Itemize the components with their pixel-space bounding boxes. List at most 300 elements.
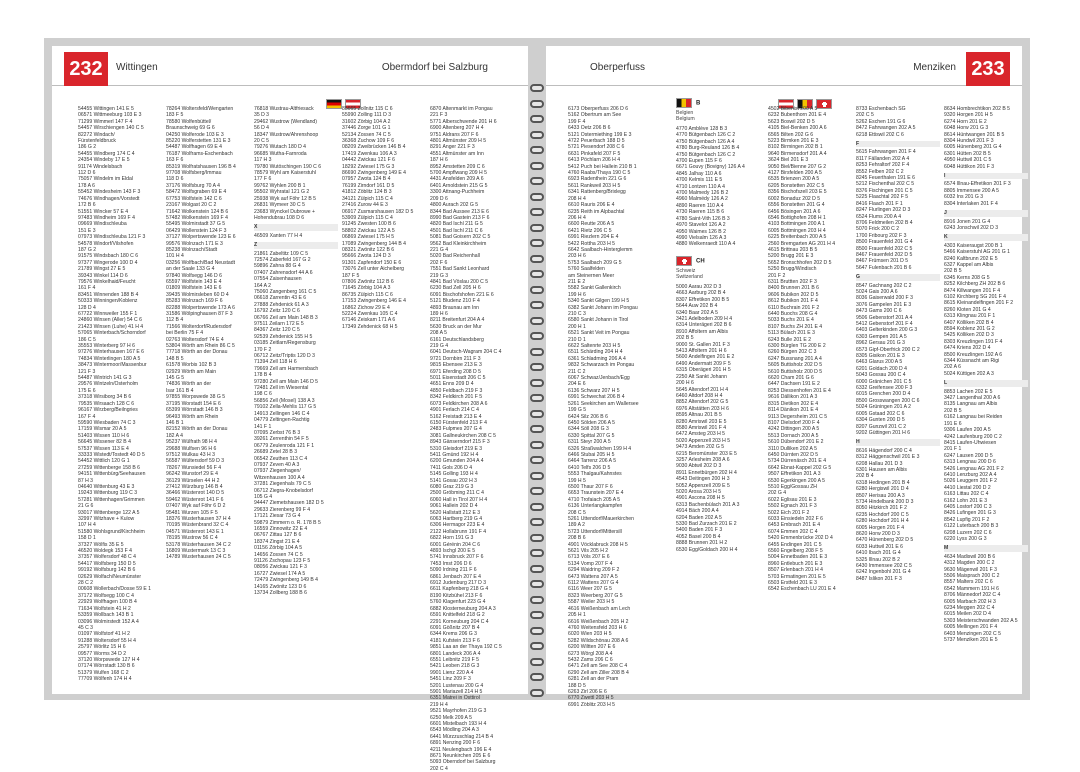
index-entry: 5340 Sankt Gilgen 199 H 5 <box>568 298 630 305</box>
index-entry: 186 G 2 <box>78 144 97 151</box>
index-entry: 6318 Hedingen 201 B 4 <box>856 479 910 486</box>
index-entry: 6327 Kappel am Albis <box>944 261 994 268</box>
index-entry: 6361 Schladming 206 A 4 <box>568 355 626 362</box>
index-entry: 6912 Judenburg 217 D 3 <box>430 580 487 587</box>
spiral-ring <box>530 503 544 511</box>
index-entry: 2483 Fulpmes 207 G 4 <box>430 426 482 433</box>
index-entry: 199 F 4 <box>568 118 586 125</box>
index-entry: 97855 Worpswede 38 G 5 <box>166 394 226 401</box>
index-entry: 54487 Wintrich 141 G 3 <box>78 375 132 382</box>
index-entry: 79669 Zell am Harmersbach <box>254 365 319 372</box>
index-entry: 4770 Bütgenbach 126 C 2 <box>676 132 736 139</box>
index-entry: 61578 Worbis 102 B 3 <box>166 362 217 369</box>
index-entry: 8304 Interlaken 201 F 4 <box>944 200 998 207</box>
index-entry: 8805 Immensee 200 A 5 <box>944 187 999 194</box>
index-entry: 8615 Kleinandelfingen 201 F 2 <box>944 300 1014 307</box>
index-entry: 9721 Dornbirn 211 F 3 <box>430 355 481 362</box>
index-entry: 16809 Wustermark 13 C 3 <box>166 548 226 555</box>
spiral-ring <box>530 472 544 480</box>
right-page <box>546 46 1022 708</box>
index-entry: 27412 Würzburg 146 B 4 <box>166 483 223 490</box>
index-entry: 141 F 1 <box>254 423 272 430</box>
index-entry: 14656 Zossen 74 C 5 <box>254 551 303 558</box>
index-entry: 183 F 5 <box>166 112 184 119</box>
index-entry: 07937 Ziegenhagen/ <box>254 468 301 475</box>
index-entry: 26831 Wymeer 30 C 5 <box>254 202 305 209</box>
index-entry: 8323 Weerberg 207 G 5 <box>568 592 623 599</box>
index-entry: 6215 Beromünster 203 E 5 <box>676 450 737 457</box>
index-entry: 5644 Auw 202 B 4 <box>676 303 718 310</box>
index-entry: 8960 Entlebuch 201 E 3 <box>768 560 823 567</box>
index-entry: 6344 Söll 208 G 3 <box>568 426 609 433</box>
index-entry: 4700 Malmedy 126 B 2 <box>676 190 729 197</box>
index-entry: 182 A 4 <box>166 432 183 439</box>
index-entry: 6136 Unterlangkampfen <box>568 503 623 510</box>
index-entry: 4960 Malmédy 126 A 2 <box>676 196 728 203</box>
index-entry: 6313 Bachenbülach 201 A 3 <box>676 501 740 508</box>
index-entry: 6000 Gränichen 201 C 5 <box>856 378 912 385</box>
index-entry: 5420 Emmenbrücke 202 D 4 <box>768 535 833 542</box>
index-entry: 8500 Kreuzlingen 192 A 6 <box>944 351 1003 358</box>
index-entry: 35 D 3 <box>254 112 270 119</box>
index-entry: 7411 Gols 206 D 4 <box>430 464 473 471</box>
alphabet-letter-heading: X <box>254 224 338 230</box>
index-entry: 6574 Illnau-Effretikon 201 F 3 <box>944 181 1011 188</box>
index-entry: 5024 Gais 200 A 6 <box>856 288 898 295</box>
index-entry: 95502 Wyhratal 121 G 2 <box>254 189 310 196</box>
spiral-ring <box>530 642 544 650</box>
index-entry: 6232 Bubenthorn 201 E 4 <box>768 112 827 119</box>
index-entry: 4801 Altmünster 209 H 5 <box>430 138 487 145</box>
index-entry: 6234 Meggen 202 C 4 <box>944 605 995 612</box>
index-entry: 8542 Lupfig 201 F 2 <box>944 516 990 523</box>
index-entry: 9562 Bad Kleinkirchheim <box>430 240 487 247</box>
index-entry: 6642 Saalbach-Hinterglemm <box>568 246 633 253</box>
index-entry: 8400 Brunnen 201 B 6 <box>768 285 819 292</box>
index-entry: 51580 Wohlsgrund/Kirchheim <box>78 528 145 535</box>
index-entry: 09577 Worms 34 D 2 <box>78 650 127 657</box>
index-entry: 5090 Irdning 211 F 6 <box>430 567 477 574</box>
index-entry: 202 B 5 <box>676 335 694 342</box>
index-entry: 39343 Winkel 114 D 6 <box>78 272 128 279</box>
index-entry: 105 G 4 <box>254 493 273 500</box>
index-entry: 03096 Wolmirstedt 152 A 4 <box>78 618 139 625</box>
index-entry: 71634 Wolfstein 41 H 2 <box>78 605 131 612</box>
index-entry: 208 B 6 <box>568 535 586 542</box>
index-entry: 57065 Winterbach/Schorndorf <box>78 330 146 337</box>
switzerland-flag-icon <box>676 256 692 266</box>
index-entry: 8107 Dielsdorf 200 F 4 <box>768 419 820 426</box>
index-entry: 6631 Pinkafeld 207 F 5 <box>568 150 621 157</box>
index-entry: 9113 Degersheim 201 C 5 <box>768 413 828 420</box>
spiral-ring <box>530 611 544 619</box>
index-entry: 201 F 1 <box>944 446 962 453</box>
index-entry: 5621 Vils 205 H 2 <box>568 548 609 555</box>
index-entry: 6433 Oetz 206 B 6 <box>568 125 611 132</box>
index-entry: 91245 Zwesten 100 B 6 <box>342 221 396 228</box>
index-entry: 6005 Mellingen 201 F 4 <box>944 624 998 631</box>
spiral-ring <box>530 317 544 325</box>
index-entry: 177 F 6 <box>254 176 272 183</box>
index-entry: 5262 Eschen 191 G 6 <box>856 118 906 125</box>
index-entry: 5741 Innsbruck 207 F 6 <box>430 554 484 561</box>
index-entry: 6313 Lengnau 200 D 6 <box>944 459 996 466</box>
index-entry: 6005 Horgen 201 F 4 <box>856 524 905 531</box>
index-entry: 37318 Wirsiborg 34 B 6 <box>78 394 132 401</box>
index-entry: 4800 Aurach 202 G 5 <box>430 202 479 209</box>
index-entry: 5421 Leoben 218 G 3 <box>430 663 480 670</box>
index-entry: 6033 Huttwil 201 E 6 <box>856 543 904 550</box>
index-entry: 5043 Gossau 200 C 4 <box>856 372 906 379</box>
index-entry: 08209 Zweibrücken 146 B 4 <box>342 144 406 151</box>
index-entry: 8990 Bad Gastein 213 F 6 <box>430 214 490 221</box>
index-entry: 4780 Burg-Reuland 126 B 4 <box>676 145 740 152</box>
index-entry: 5760 Saalfelden <box>568 266 605 273</box>
index-entry: 6344 Küssnacht am Rigi <box>944 358 1000 365</box>
index-entry: 5141 Gosau 202 H 3 <box>430 477 478 484</box>
index-entry: 06542 Zeuthen 113 C 4 <box>254 455 308 462</box>
index-entry: 8344 Bad Aussee 213 E 6 <box>430 208 489 215</box>
index-entry: 03256 Wolfbach/Bad Neustadt <box>166 259 236 266</box>
index-entry: 4211 Neulengbach 196 E 4 <box>430 746 492 753</box>
index-entry: 5737 Menziken 201 E 5 <box>944 637 998 644</box>
index-entry: 5282 Wildschönau 208 A 6 <box>568 637 629 644</box>
index-entry: 4730 Raeren 115 B 6 <box>676 209 725 216</box>
index-entry: 97280 Zell am Main 146 D 5 <box>254 378 318 385</box>
index-entry: 6565 Bilten 202 G 6 <box>768 131 814 138</box>
spiral-ring <box>530 177 544 185</box>
index-entry: 7453 Imst 206 D 6 <box>430 560 472 567</box>
index-entry: 99192 Wolfsburg 142 B 6 <box>78 567 136 574</box>
index-entry: 85283 Wolnzach 169 F 6 <box>166 298 223 305</box>
index-entry: 29462 Wustrow (Wendland) <box>254 118 317 125</box>
index-entry: 74836 Wörth an der <box>166 381 212 388</box>
index-entry: 187 F 5 <box>342 272 360 279</box>
index-entry: 5582 Sankt Gallenkirch <box>568 285 621 292</box>
index-entry: 5261 Uttendorf/Mauerkirchen <box>568 516 634 522</box>
index-entry: 8304 Hundwil 201 F 3 <box>944 138 994 145</box>
index-entry: 6247 Bussnang 201 A 4 <box>768 355 822 362</box>
index-entry: 5426 Lengnau AG 201 F 2 <box>944 465 1004 472</box>
index-entry: 146 B 1 <box>166 419 184 426</box>
spiral-ring <box>530 379 544 387</box>
index-entry: 38473 Wintermoor/Massenbur <box>78 362 147 369</box>
index-entry: 6543 Mödling 204 A 3 <box>430 727 479 734</box>
index-entry: 6301 Hausen am Albis <box>856 466 907 473</box>
index-entry: 57537 Wissen 113 E 4 <box>78 445 129 452</box>
index-entry: 8962 Gersau 201 G 3 <box>856 340 905 347</box>
index-entry: 37127 Wolpertswende 123 E 6 <box>166 234 236 241</box>
index-entry: 91288 Woltersdorf 55 H 4 <box>78 637 136 644</box>
index-entry: 5212 Fischenthal 202 C 5 <box>856 181 915 188</box>
index-entry: 6048 Horw 201 G 3 <box>944 125 989 132</box>
index-entry: 73076 Zell unter Aichelberg <box>342 266 405 273</box>
index-entry: 6306 Hermagor 223 E 4 <box>430 522 485 529</box>
index-entry: 17121 Ziesar 73 G 4 <box>254 513 301 520</box>
index-entry: 06618 Zarrentin 43 E 6 <box>254 295 307 302</box>
index-entry: 5412 Puch bei Hallein 210 B 1 <box>568 163 637 170</box>
index-entry: 54452 Wittlich 120 G 1 <box>78 458 130 465</box>
index-entry: 58802 Zwickau 122 A 5 <box>342 227 395 234</box>
spiral-ring <box>530 193 544 201</box>
spiral-ring <box>530 441 544 449</box>
index-entry: 5113 Bülach 201 E 3 <box>768 330 815 337</box>
index-entry: 6642 Ebnat-Kappel 202 G 5 <box>768 464 832 471</box>
index-column-4 <box>856 106 940 582</box>
index-entry: 96167 Wirzberg/Beilngries <box>78 407 138 414</box>
index-entry: 5400 Baden 201 F 3 <box>676 527 723 534</box>
index-entry: 8415 Laufen-Uhwiesen <box>944 439 997 446</box>
index-entry: 06766 Zeil am Main 148 B 3 <box>254 314 318 321</box>
index-entry: 5734 Hindelbank 200 D 3 <box>856 498 914 505</box>
index-entry: 6611 Kapfenberg 218 G 4 <box>430 586 489 593</box>
index-entry: 4710 Trofaiach 205 A 5 <box>568 496 621 503</box>
index-entry: 65399 Wörrstadt 146 B 3 <box>166 407 223 414</box>
index-entry: 117 H 3 <box>254 157 272 164</box>
index-entry: 70195 Wüstenbrand 32 C 4 <box>166 522 229 529</box>
index-entry: 6204 Baden 202 A 5 <box>676 514 722 521</box>
index-entry: 9606 Bubikon 202 D 5 <box>768 291 819 298</box>
belgium-flag-icon <box>676 98 692 108</box>
index-entry: 6313 Klingnau 201 F 1 <box>944 313 996 320</box>
index-entry: 17159 Wismar 20 A 5 <box>78 426 127 433</box>
index-entry: 78579 Wyhl am Kaiserstuhl <box>254 170 316 177</box>
index-entry: 5162 Freistadt 213 E 4 <box>430 413 482 420</box>
index-entry: 158 D 1 <box>78 535 96 542</box>
index-entry: 4890 Raeren 110 A 4 <box>676 202 724 209</box>
index-entry: 202 F 6 <box>430 259 448 266</box>
index-entry: 95481 Wurzen 105 F 5 <box>166 509 218 516</box>
index-entry: 4105 Biel-Benken 200 A 6 <box>768 125 827 132</box>
index-entry: 6991 Zöblitz 203 H 5 <box>568 701 616 708</box>
index-entry: 77718 Wörth an der Donau <box>166 349 228 356</box>
index-entry: 5223 Birmken 201 E 3 <box>768 138 819 145</box>
index-entry: 04779 Zeltingen-Rachtig <box>254 417 310 424</box>
index-entry: 199 G 5 <box>568 407 587 414</box>
index-entry: 186 C 5 <box>78 336 96 343</box>
index-entry: 8303 Kreuzlingen 191 F 4 <box>944 338 1003 345</box>
index-entry: 24860 Winsen (Aller) 54 C 6 <box>78 317 142 324</box>
index-entry: 9000 St. Gallen 201 F 3 <box>676 341 730 348</box>
index-entry: bei Berlin 75 F 4 <box>166 330 204 337</box>
index-entry: 4901 Ascona 208 H 5 <box>676 495 725 502</box>
index-entry: 6235 Reith im Alpbachtal <box>568 208 625 215</box>
index-entry: 85319 Wolfratshausen 196 B 4 <box>166 163 236 170</box>
index-entry: 4663 Aarburg 202 B 4 <box>676 290 726 297</box>
index-column-3 <box>254 106 338 596</box>
index-entry: 5620 Hallstatt 212 E 3 <box>430 509 481 516</box>
index-entry: 9851 Laa an der Thaya 192 C 5 <box>430 644 502 651</box>
index-entry: 5647 Fulenbach 201 B 6 <box>856 264 912 271</box>
index-entry: 6273 Wörgl 208 A 4 <box>568 650 613 657</box>
index-entry: 189 H 6 <box>430 311 448 317</box>
index-entry: 18376 Wusterhausen 37 H 4 <box>166 516 231 522</box>
index-entry: 9506 Gebenstorf 201 A 4 <box>856 314 913 321</box>
index-entry: 21 G 6 <box>78 503 94 510</box>
index-entry: 200 H 6 <box>676 380 694 387</box>
index-entry: 17153 Zwingenberg 146 E 4 <box>342 298 407 305</box>
index-entry: 32997 Witzhave + Kulow <box>78 516 135 522</box>
index-entry: 67722 Winnweiler 155 F 1 <box>78 311 138 317</box>
index-entry: 29576 Wintzeln/Osterholm <box>78 381 139 388</box>
index-entry: 9061 Hallein 202 D 4 <box>430 503 478 510</box>
index-entry: 6301 Hütten 202 B 5 <box>944 150 991 157</box>
index-entry: 202 A 6 <box>944 364 961 371</box>
index-entry: 6073 Feldkirchen 208 A 6 <box>430 400 488 407</box>
index-entry: 6122 Luterbach 200 B 3 <box>944 523 999 530</box>
index-entry: 6150 Fürstenfeld 213 F 4 <box>430 419 487 426</box>
index-entry: 8472 Fahrwangen 202 A 5 <box>856 125 916 132</box>
index-entry: 39435 Wolmirsleben 60 D 4 <box>166 291 229 298</box>
index-entry: 8888 Brunnen 201 H 2 <box>676 540 728 547</box>
index-entry: 94151 Wittenbürg/Seehausen <box>78 471 146 478</box>
index-entry: 8356 Bischofszell 203 E 5 <box>768 189 827 196</box>
index-entry: 6290 Zell am Ziller 208 B 4 <box>568 669 629 676</box>
index-entry: 56856 Zell (Mosel) 138 A 3 <box>254 397 315 404</box>
index-entry: 6326 Straßwalchen 199 H 4 <box>568 445 632 452</box>
index-entry: 82288 Wolpertswende 173 A 6 <box>166 304 236 311</box>
index-entry: 56587 Wültersdorf 59 D 3 <box>166 458 225 465</box>
index-entry: 5506 Maisprach 200 C 2 <box>944 573 1000 580</box>
index-entry: Isar 161 B 4 <box>166 387 194 394</box>
index-entry: 6440 Buochs 208 G 4 <box>768 311 818 317</box>
index-entry: 8500 Frauenfeld 202 C 5 <box>856 245 913 252</box>
index-entry: 8312 Häggenschwil 201 E 3 <box>856 454 920 461</box>
index-entry: 6063 Hartberg 219 G 4 <box>430 516 483 522</box>
spiral-ring <box>530 100 544 108</box>
index-entry: 202 B 4 <box>856 473 874 480</box>
index-entry: 6311 Steyr 200 A 5 <box>568 439 611 446</box>
alphabet-letter-heading: J <box>944 210 1028 216</box>
index-entry: 4103 Bottmingen 200 A 1 <box>768 221 825 228</box>
index-entry: 76187 Wolframs-Eschenbach <box>166 150 233 157</box>
index-entry: 57482 Wolkenstein 169 F 4 <box>166 214 228 221</box>
index-entry: 71566 Wolterdorf/Rudersdorf <box>166 323 232 330</box>
index-entry: 72574 Zaberfeld 167 G 2 <box>254 256 311 263</box>
spiral-ring <box>530 224 544 232</box>
index-entry: 33333 Wistedt/Tostedt 40 D 5 <box>78 451 145 458</box>
index-entry: 37195 Worstadt 154 E 6 <box>166 400 221 407</box>
index-entry: 07407 Zahrensdorf 44 A 6 <box>254 269 313 276</box>
index-entry: 221 F 3 <box>430 112 448 119</box>
index-entry: 3257 Arlesheim 208 A 6 <box>676 456 730 463</box>
index-entry: 18374 Zingst 21 E 4 <box>254 538 300 545</box>
index-entry: 6314 Unterägeri 202 B 6 <box>676 322 732 329</box>
index-entry: 22929 Wolfhagen 100 B 4 <box>78 599 137 606</box>
index-column-1 <box>568 106 652 708</box>
index-entry: 118 D 6 <box>166 176 184 183</box>
index-entry: 6530 Egg/Goldach 200 H 4 <box>676 546 738 553</box>
index-entry: 6542 Eschenbach LU 201 E 4 <box>768 586 836 593</box>
index-entry: 6002 Bonaduz 202 D 5 <box>768 195 821 202</box>
index-entry: 5700 Ampflwang 209 H 5 <box>430 170 487 177</box>
index-entry: 5093 Oberndorf bei Salzburg <box>430 759 496 766</box>
index-entry: 23167 Wolgast 20 C 2 <box>166 202 217 209</box>
index-entry: 5502 Egnach 201 F 3 <box>768 503 817 510</box>
index-entry: 8594 Koblenz 201 G 2 <box>944 326 995 332</box>
index-entry: 164 A 2 <box>254 282 271 289</box>
index-entry: 5432 Zams 206 C 6 <box>568 656 613 663</box>
index-entry: 9473 Amden 202 G 5 <box>676 444 725 451</box>
index-entry: 54487 Wolfhagen 69 E 4 <box>166 144 222 151</box>
alphabet-letter-heading: M <box>944 545 1028 551</box>
spiral-ring <box>530 348 544 356</box>
spiral-ring <box>530 549 544 557</box>
index-entry: 95666 Zwota 124 D 3 <box>342 253 391 260</box>
index-entry: 6447 Dachsen 191 E 2 <box>768 381 820 388</box>
index-entry: 8507 Erlenbach 201 H 4 <box>768 567 823 574</box>
index-entry: 5134 Vomp 207 F 4 <box>568 560 613 567</box>
index-entry: 8036 Gaiserwald 200 F 3 <box>856 295 913 302</box>
index-entry: 5771 Alberschwende 201 H 6 <box>430 118 497 125</box>
index-entry: 6464 Tarrenz 206 A 5 <box>568 458 617 465</box>
index-entry: 211 E 2 <box>568 278 586 285</box>
page-number: 233 <box>966 52 1010 86</box>
index-column-3 <box>768 106 852 593</box>
index-entry: 6303 Gempen 201 A 5 <box>856 333 907 340</box>
index-entry: 6162 Lohn 201 E 3 <box>944 497 988 504</box>
index-entry: 67753 Wolfstein 142 C 6 <box>166 195 222 202</box>
spiral-ring <box>530 332 544 340</box>
alphabet-letter-heading: L <box>944 380 1028 386</box>
index-entry: 4052 Basel 200 B 4 <box>676 533 721 540</box>
index-entry: 04571 Wüstenrot 143 E 1 <box>166 528 224 535</box>
index-entry: 6403 Menzingen 202 C 5 <box>944 630 1001 637</box>
index-entry: 202 G 4 <box>768 490 787 497</box>
page-number: 232 <box>64 52 108 86</box>
index-entry: 8706 Männedorf 202 C 4 <box>944 592 1001 599</box>
index-entry: 4410 Liestal 200 D 2 <box>944 484 991 491</box>
index-entry: 55495 Wolmirstadt 37 G 5 <box>166 221 226 228</box>
index-entry: 187 G 2 <box>78 246 97 253</box>
index-entry: Hohendubrau 108 D 6 <box>254 214 305 221</box>
index-entry: 97511 Zeilarn 172 E 5 <box>254 321 304 327</box>
index-entry: 87 H 3 <box>78 477 94 484</box>
index-entry: 54455 Wittingen 141 E 5 <box>78 106 134 112</box>
index-entry: 86690 Zwingenberg 149 E 4 <box>342 170 407 177</box>
index-entry: 6208 Hallau 201 D 3 <box>856 460 903 467</box>
index-entry: 187 H 6 <box>430 157 448 164</box>
index-entry: 8280 Amriswil 203 E 5 <box>676 418 727 425</box>
index-entry: 65597 Wolfstein 143 E 4 <box>166 278 222 285</box>
index-entry: 6218 Ettiswil 202 C 6 <box>856 131 904 138</box>
index-entry: 5022 Eich 201 F 2 <box>768 509 810 516</box>
index-entry: 67146 Zeiskam 171 A 6 <box>342 317 396 324</box>
index-entry: 8500 Grosswangen 200 C 6 <box>856 397 920 404</box>
index-entry: 54457 Wirschiengen 140 C 5 <box>78 125 144 132</box>
index-entry: 92539 Zehdenick 155 H 5 <box>254 333 313 340</box>
index-entry: 4431 Ansfelden 209 A 6 <box>430 176 484 183</box>
index-entry: 6450 Sölden 206 A 5 <box>568 419 616 426</box>
index-entry: 3081 Gallneukirchen 208 C 5 <box>430 432 496 439</box>
index-entry: 8853 Lachen 202 E 5 <box>944 388 993 395</box>
index-column-2-switzerland <box>676 284 760 553</box>
index-entry: 04442 Zwickau 121 F 6 <box>342 157 395 164</box>
index-entry: 2500 Gröbming 211 C 4 <box>430 490 484 497</box>
index-entry: 6200 Gmunden 204 A 4 <box>430 458 484 465</box>
index-entry: 8416 Flaach 201 F 1 <box>856 200 903 207</box>
index-entry: 76818 Wustrau-Altfriesack <box>254 106 314 112</box>
index-entry: 56 D 4 <box>254 125 270 132</box>
index-entry: 71642 Wolkenstein 124 B 6 <box>166 208 229 215</box>
index-entry: 8253 Fehraltorf 202 F 4 <box>856 162 910 169</box>
index-entry: 00608 Wollerbach/Dosse 59 E 1 <box>78 586 151 593</box>
index-entry: 202 C 4 <box>430 765 448 772</box>
index-entry: 6500 Thaur 207 F 6 <box>568 483 613 490</box>
index-entry: 51379 Wulfen 168 C 2 <box>78 669 129 676</box>
spiral-ring <box>530 208 544 216</box>
index-entry: 6535 Brienzen 200 A 5 <box>768 176 820 183</box>
